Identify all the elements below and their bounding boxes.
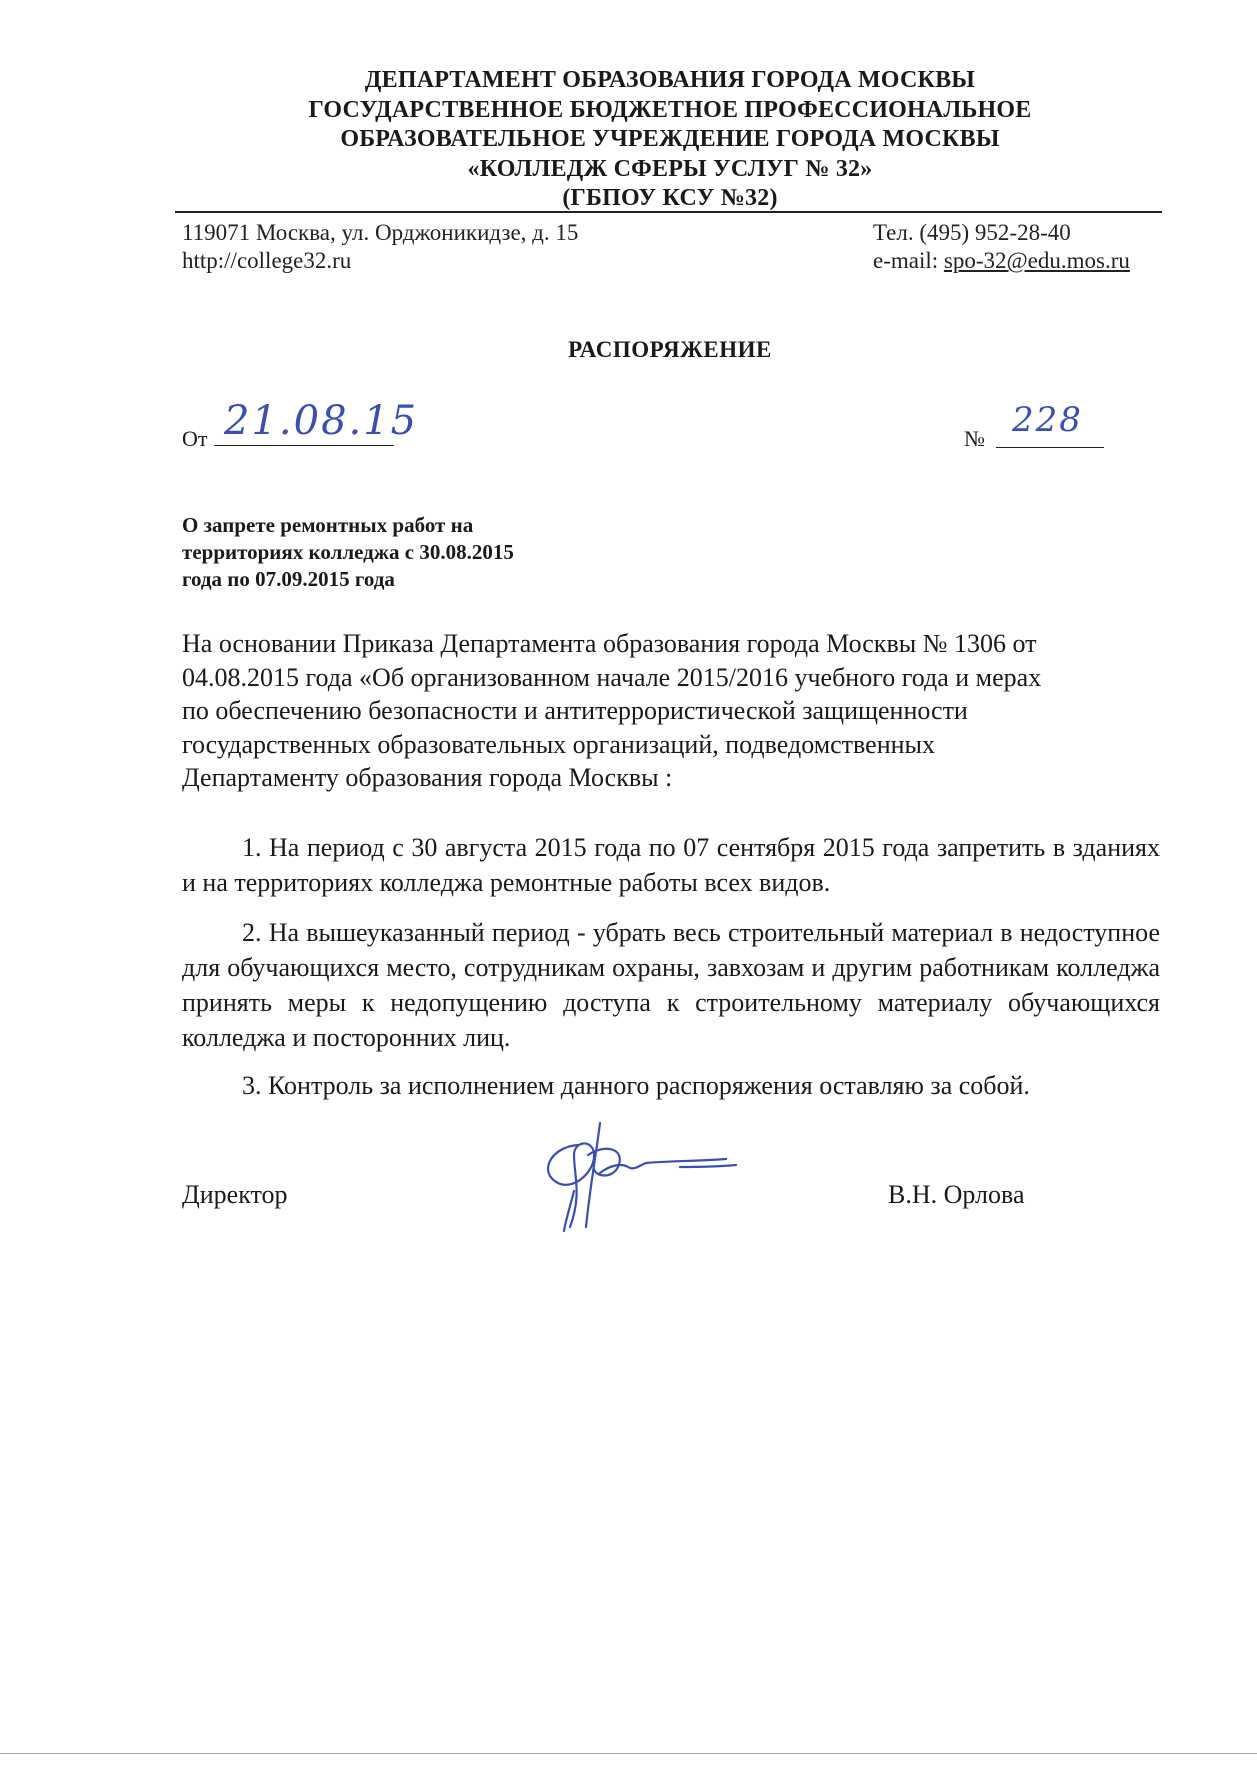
subject-line: О запрете ремонтных работ на xyxy=(182,513,474,537)
number-field-underline xyxy=(996,447,1104,448)
document-subject xyxy=(182,512,514,593)
handwritten-number: 228 xyxy=(1012,400,1083,440)
order-item: 2. На вышеуказанный период - убрать весь строительный материал в недоступное для обучающихся место, сотрудникам охраны, завхозам и другим работникам колледжа принять меры к недопущению доступа к строительному материалу обучающихся колледжа и посторонних лиц. xyxy=(182,918,1160,1052)
order-item: 3. Контроль за исполнением данного распоряжения оставляю за собой. xyxy=(242,1071,1030,1100)
date-label: От xyxy=(182,426,208,451)
basis-line: На основании Приказа Департамента образования города Москвы № 1306 от xyxy=(182,629,1037,658)
handwritten-date: 21.08.15 xyxy=(224,398,419,444)
email-row xyxy=(873,247,1130,275)
date-field-underline xyxy=(214,445,394,446)
order-item: 1. На период с 30 августа 2015 года по 07 сентября 2015 года запретить в зданиях и на территориях колледжа ремонтные работы всех видов. xyxy=(182,833,1160,897)
header-line: (ГБПОУ КСУ №32) xyxy=(562,185,778,211)
contacts-right xyxy=(873,219,1130,275)
signer-name: В.Н. Орлова xyxy=(888,1180,1025,1209)
website-link[interactable]: http://college32.ru xyxy=(182,248,352,273)
header-line: ОБРАЗОВАТЕЛЬНОЕ УЧРЕЖДЕНИЕ ГОРОДА МОСКВЫ xyxy=(340,126,1000,152)
basis-line: государственных образовательных организаций, подведомственных xyxy=(182,729,936,759)
header-line: «КОЛЛЕДЖ СФЕРЫ УСЛУГ № 32» xyxy=(467,155,873,182)
signer-position: Директор xyxy=(182,1180,288,1209)
organization-header xyxy=(160,66,1180,214)
header-divider xyxy=(175,211,1162,213)
date-row xyxy=(182,426,208,452)
phone: Тел. (495) 952-28-40 xyxy=(873,220,1071,245)
document-title: РАСПОРЯЖЕНИЕ xyxy=(568,337,772,362)
handwritten-signature xyxy=(530,1115,750,1245)
basis-paragraph xyxy=(182,627,1182,795)
basis-line: по обеспечению безопасности и антитеррористической защищенности xyxy=(182,696,968,725)
scan-edge-line xyxy=(0,1753,1257,1754)
address: 119071 Москва, ул. Орджоникидзе, д. 15 xyxy=(182,220,579,245)
basis-line: 04.08.2015 года «Об организованном начале 2015/2016 учебного года и мерах xyxy=(182,662,1042,692)
email-link[interactable]: spo-32@edu.mos.ru xyxy=(943,248,1130,273)
header-line: ДЕПАРТАМЕНТ ОБРАЗОВАНИЯ ГОРОДА МОСКВЫ xyxy=(364,67,976,93)
subject-line: территориях колледжа с 30.08.2015 xyxy=(182,540,514,564)
header-line: ГОСУДАРСТВЕННОЕ БЮДЖЕТНОЕ ПРОФЕССИОНАЛЬНОЕ xyxy=(308,96,1032,123)
contacts-left xyxy=(182,219,578,275)
number-label: № xyxy=(964,426,985,451)
subject-line: года по 07.09.2015 года xyxy=(182,567,395,591)
basis-line: Департаменту образования города Москвы : xyxy=(182,763,673,792)
email-label: e-mail: xyxy=(873,248,939,273)
